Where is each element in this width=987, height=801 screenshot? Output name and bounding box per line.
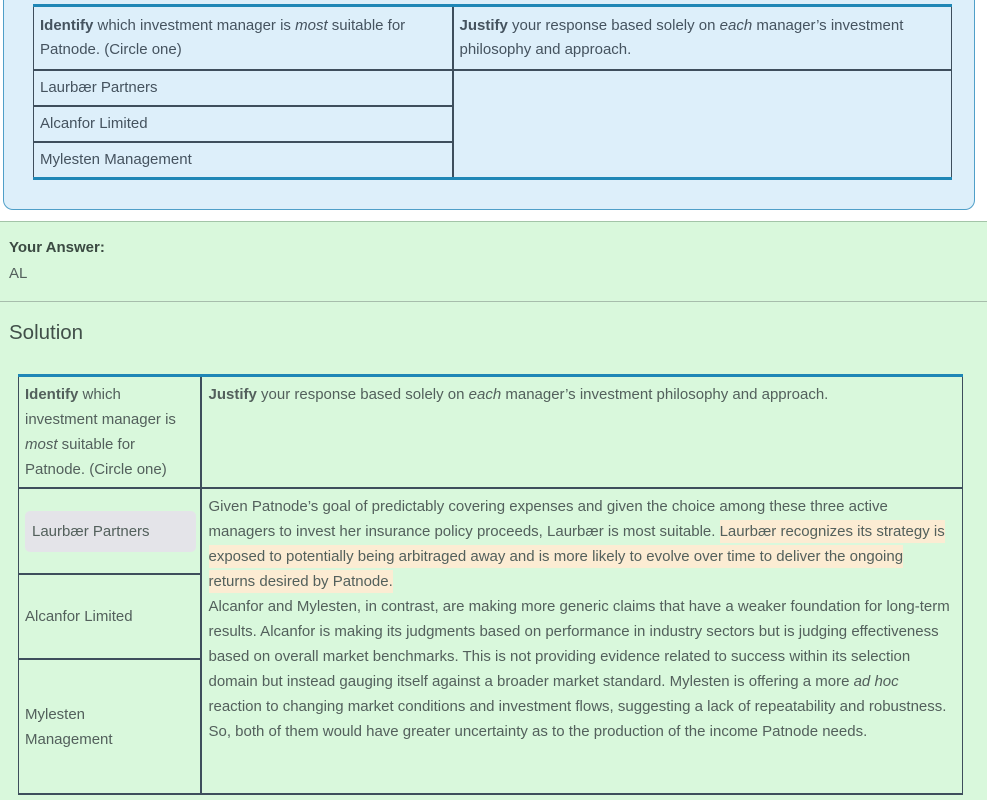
question-panel <box>3 0 975 210</box>
identify-text: which investment manager is <box>93 17 296 34</box>
your-answer-label: Your Answer: <box>9 239 105 256</box>
section-divider <box>0 301 987 302</box>
result-section <box>0 221 987 800</box>
identify-header-cell <box>34 6 453 71</box>
solution-identify-header-cell <box>19 376 201 489</box>
justify-italic: each <box>468 386 502 403</box>
justification-lead: Given Patnode’s goal of predictably covering expenses and given the choice among these three active managers to invest her insurance policy proceeds, Laurbær is most suitable. <box>208 498 888 540</box>
justify-text-end: manager’s investment philosophy and approach. <box>501 386 829 403</box>
solution-manager-mylesten <box>19 659 201 794</box>
justification-text <box>209 494 951 744</box>
your-answer-value: AL <box>9 265 28 282</box>
highlighted-sentence: Laurbær recognizes its strategy is exposed to potentially being arbitraged away and is more likely to evolve over time to deliver the ongoing returns desired by Patnode. <box>209 520 945 593</box>
justify-bold: Justify <box>459 17 508 34</box>
justification-italic: ad hoc <box>853 673 899 690</box>
solution-manager-laurbaer <box>19 488 201 574</box>
question-table <box>33 4 952 180</box>
identify-bold: Identify <box>25 386 79 403</box>
identify-italic: most <box>25 436 58 453</box>
solution-manager-mylesten-label: Mylesten Management <box>25 705 113 748</box>
solution-heading: Solution <box>9 321 84 344</box>
manager-option-mylesten: Mylesten Management <box>34 142 453 179</box>
identify-bold: Identify <box>40 17 94 34</box>
justify-text: your response based solely on <box>256 386 469 403</box>
justify-italic: each <box>719 17 753 34</box>
question-header-row <box>34 6 952 71</box>
identify-text-end: suitable for Patnode. (Circle one) <box>25 436 167 478</box>
justify-text: your response based solely on <box>507 17 720 34</box>
solution-table <box>18 374 963 795</box>
justify-text-end: manager’s investment philosophy and approach. <box>459 17 904 58</box>
identify-italic: most <box>295 17 328 34</box>
identify-text: which investment manager is <box>25 386 176 428</box>
manager-option-row <box>34 70 952 106</box>
justification-body-end: reaction to changing market conditions and investment flows, suggesting a lack of repeatability and robustness. So, both of them would have greater uncertainty as to the production of the income Patnode needs. <box>208 698 947 740</box>
justify-bold: Justify <box>208 386 257 403</box>
justification-cell <box>201 488 963 794</box>
manager-option-alcanfor: Alcanfor Limited <box>34 106 453 142</box>
solution-manager-row <box>19 488 963 574</box>
solution-header-row <box>19 376 963 489</box>
solution-justify-header-cell <box>201 376 963 489</box>
solution-manager-alcanfor: Alcanfor Limited <box>19 574 201 659</box>
justify-answer-cell-empty <box>453 70 952 179</box>
manager-option-laurbaer: Laurbær Partners <box>34 70 453 106</box>
justify-header-cell <box>453 6 952 71</box>
justification-body: Alcanfor and Mylesten, in contrast, are making more generic claims that have a weaker foundation for long-term results. Alcanfor is making its judgments based on performance in industry sectors but is judging effectiveness based on overall market benchmarks. This is not providing evidence related to success within its selection domain but instead gauging itself against a broader market standard. Mylesten is offering a more <box>208 598 950 690</box>
circled-answer-highlight: Laurbær Partners <box>25 511 196 552</box>
identify-text-end: suitable for Patnode. (Circle one) <box>40 17 406 58</box>
